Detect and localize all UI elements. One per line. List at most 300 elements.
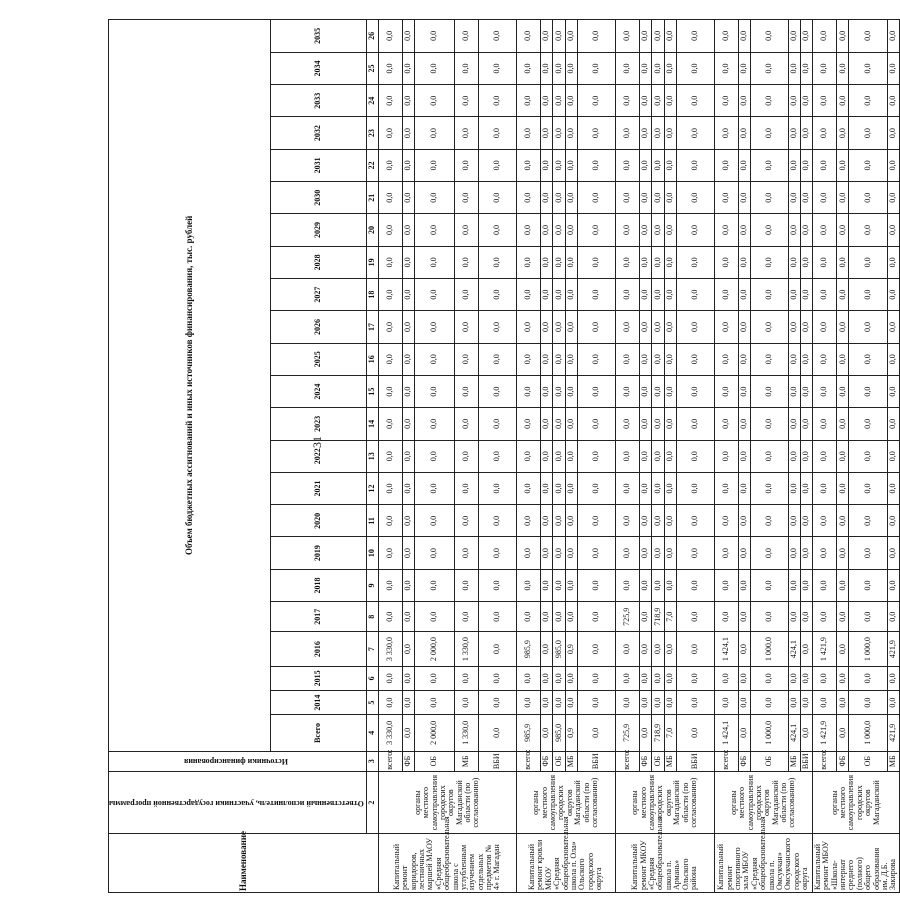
value-cell: 0,0 [837,537,849,569]
value-cell: 0,0 [552,85,565,117]
total-cell: 718,9 [651,715,664,751]
value-cell: 0,0 [478,20,516,53]
value-cell: 0,0 [478,505,516,537]
value-cell: 0,0 [664,472,676,504]
value-cell: 0,0 [615,375,639,407]
value-cell: 0,0 [714,52,738,84]
total-cell: 0,0 [577,715,615,751]
table-row [565,20,577,893]
table-body [378,20,899,893]
value-2014: 0,0 [800,691,812,715]
source-cell: всего: [714,751,738,771]
value-cell: 0,0 [664,408,676,440]
value-cell: 0,0 [837,569,849,601]
value-cell: 0,0 [516,375,540,407]
total-cell: 985,0 [552,715,565,751]
value-cell: 0,0 [577,20,615,53]
column-number: 17 [366,311,378,343]
budget-table [108,19,900,893]
value-cell: 0,0 [788,343,800,375]
value-cell: 0,0 [676,52,714,84]
value-2014: 0,0 [565,691,577,715]
value-cell: 0,0 [651,311,664,343]
value-2015: 0,0 [639,666,651,690]
value-cell: 0,0 [849,311,887,343]
value-cell: 0,0 [615,246,639,278]
value-cell: 0,0 [552,246,565,278]
table-row [454,20,478,893]
value-cell: 0,0 [849,20,887,53]
value-2014: 0,0 [812,691,836,715]
value-cell: 0,0 [478,214,516,246]
value-cell: 0,0 [516,505,540,537]
value-cell: 0,0 [478,311,516,343]
value-cell: 0,0 [577,85,615,117]
value-2015: 0,0 [414,666,454,690]
value-cell: 0,0 [750,505,788,537]
total-cell: 0,0 [837,715,849,751]
value-cell: 0,0 [552,149,565,181]
value-cell: 0,0 [664,52,676,84]
source-cell: МБ [454,751,478,771]
column-number: 26 [366,20,378,53]
value-cell: 0,0 [639,569,651,601]
value-cell: 0,0 [565,505,577,537]
value-2016: 3 330,0 [378,632,402,666]
column-number: 25 [366,52,378,84]
value-cell: 0,0 [516,20,540,53]
value-cell: 0,0 [478,149,516,181]
value-2014: 0,0 [414,691,454,715]
value-cell: 0,0 [714,117,738,149]
value-cell: 0,0 [800,505,812,537]
header-executor: Ответственный исполнитель, участники государственной программы [109,771,367,834]
header-year: 2035 [271,20,367,53]
value-cell: 0,0 [516,279,540,311]
value-cell: 0,0 [837,343,849,375]
value-cell: 0,0 [478,343,516,375]
column-number: 4 [366,715,378,751]
value-cell: 0,0 [664,375,676,407]
table-row [800,20,812,893]
value-cell: 0,0 [738,246,750,278]
table-row [849,20,887,893]
value-cell: 0,0 [565,246,577,278]
table-row [837,20,849,893]
value-cell: 0,0 [378,246,402,278]
value-cell: 0,0 [800,472,812,504]
value-2014: 0,0 [738,691,750,715]
value-cell: 0,0 [738,279,750,311]
value-2016: 985,9 [516,632,540,666]
table-row [750,20,788,893]
value-cell: 0,0 [750,569,788,601]
header-year: 2024 [271,375,367,407]
value-cell: 0,0 [414,85,454,117]
source-cell: МБ [565,751,577,771]
value-cell: 0,0 [750,440,788,472]
value-cell: 0,0 [478,375,516,407]
value-cell: 0,0 [615,117,639,149]
header-row [109,20,271,893]
value-cell: 0,0 [849,343,887,375]
header-year: 2029 [271,214,367,246]
table-row [714,20,738,893]
value-cell: 0,0 [812,472,836,504]
value-cell: 0,0 [676,214,714,246]
value-cell: 0,0 [849,375,887,407]
value-cell: 0,0 [516,569,540,601]
value-cell: 0,0 [676,408,714,440]
value-cell: 0,0 [454,440,478,472]
value-cell: 0,0 [402,246,414,278]
column-number: 21 [366,182,378,214]
header-year: 2026 [271,311,367,343]
header-year: 2034 [271,52,367,84]
value-cell: 0,0 [714,472,738,504]
column-number: 22 [366,149,378,181]
total-cell: 2 000,0 [414,715,454,751]
value-cell: 0,0 [812,440,836,472]
source-cell: ФБ [639,751,651,771]
table-row [577,20,615,893]
column-number: 10 [366,537,378,569]
value-2017: 0,0 [565,602,577,632]
value-cell: 0,0 [378,472,402,504]
value-cell: 0,0 [478,472,516,504]
value-2015: 0,0 [664,666,676,690]
object-name: Капитальный ремонт коридоров, лестничных маршей МАОУ «Средняя общеобразовательная школа с углубленным изучением отдельных предметов № 4» г. Магадан [378,834,516,893]
table-row [540,20,552,893]
value-cell: 0,0 [738,343,750,375]
value-cell: 0,0 [812,20,836,53]
value-cell: 0,0 [552,20,565,53]
source-cell: ОБ [414,751,454,771]
value-cell: 0,0 [414,472,454,504]
value-cell: 0,0 [414,343,454,375]
value-2016: 0,0 [664,632,676,666]
column-number: 13 [366,440,378,472]
value-2015: 0,0 [887,666,899,690]
value-cell: 0,0 [639,472,651,504]
value-2017: 0,0 [887,602,899,632]
table-row [887,20,899,893]
value-cell: 0,0 [750,52,788,84]
value-cell: 0,0 [849,246,887,278]
source-cell: всего: [516,751,540,771]
value-cell: 0,0 [577,279,615,311]
value-cell: 0,0 [738,85,750,117]
value-cell: 0,0 [812,117,836,149]
header-year: 2022 [271,440,367,472]
value-2017: 0,0 [812,602,836,632]
header-year: 2032 [271,117,367,149]
total-cell: 3 330,0 [378,715,402,751]
value-cell: 0,0 [552,472,565,504]
value-cell: 0,0 [577,246,615,278]
value-cell: 0,0 [454,214,478,246]
value-cell: 0,0 [639,537,651,569]
value-cell: 0,0 [639,182,651,214]
value-cell: 0,0 [664,569,676,601]
value-cell: 0,0 [738,20,750,53]
value-cell: 0,0 [664,85,676,117]
value-cell: 0,0 [738,375,750,407]
value-cell: 0,0 [552,440,565,472]
value-2014: 0,0 [540,691,552,715]
value-cell: 0,0 [800,214,812,246]
value-2014: 0,0 [788,691,800,715]
value-cell: 0,0 [788,505,800,537]
header-year: 2031 [271,149,367,181]
object-name: Капитальный ремонт МБОУ «Школа-интернат среднего (полного) общего образования им. Д.Б. Закирова [812,834,899,893]
value-cell: 0,0 [552,182,565,214]
value-cell: 0,0 [552,311,565,343]
value-cell: 0,0 [615,569,639,601]
header-funding: Объем бюджетных ассигнований и иных источников финансирования, тыс. рублей [109,20,271,752]
value-2014: 0,0 [402,691,414,715]
value-cell: 0,0 [540,279,552,311]
value-cell: 0,0 [552,117,565,149]
header-year: 2015 [271,666,367,690]
value-cell: 0,0 [849,472,887,504]
table-row [676,20,714,893]
value-2016: 424,1 [788,632,800,666]
value-cell: 0,0 [577,182,615,214]
value-cell: 0,0 [664,20,676,53]
value-cell: 0,0 [615,343,639,375]
column-number: 14 [366,408,378,440]
source-cell: МБ [664,751,676,771]
value-cell: 0,0 [800,569,812,601]
value-cell: 0,0 [812,246,836,278]
column-number: 9 [366,569,378,601]
value-cell: 0,0 [887,246,899,278]
value-cell: 0,0 [714,408,738,440]
value-cell: 0,0 [887,569,899,601]
value-cell: 0,0 [837,311,849,343]
value-cell: 0,0 [651,505,664,537]
value-cell: 0,0 [402,149,414,181]
value-cell: 0,0 [552,52,565,84]
value-cell: 0,0 [800,246,812,278]
value-2017: 718,9 [651,602,664,632]
value-cell: 0,0 [378,214,402,246]
value-cell: 0,0 [738,149,750,181]
value-cell: 0,0 [750,408,788,440]
value-cell: 0,0 [516,85,540,117]
value-2016: 0,9 [565,632,577,666]
value-cell: 0,0 [639,149,651,181]
value-cell: 0,0 [577,311,615,343]
value-cell: 0,0 [837,149,849,181]
value-cell: 0,0 [565,311,577,343]
value-cell: 0,0 [402,214,414,246]
value-cell: 0,0 [414,311,454,343]
value-cell: 0,0 [887,472,899,504]
column-number: 18 [366,279,378,311]
value-2017: 0,0 [738,602,750,632]
value-cell: 0,0 [414,440,454,472]
executor: органы местного самоуправления городских округов Магаданской области (по согласованию) [714,771,812,834]
total-cell: 1 330,0 [454,715,478,751]
value-cell: 0,0 [414,246,454,278]
value-cell: 0,0 [540,343,552,375]
value-2016: 0,0 [738,632,750,666]
value-2016: 0,0 [676,632,714,666]
value-cell: 0,0 [414,569,454,601]
value-cell: 0,0 [651,408,664,440]
value-2017: 0,0 [378,602,402,632]
value-cell: 0,0 [788,440,800,472]
header-year: 2023 [271,408,367,440]
value-cell: 0,0 [540,311,552,343]
value-2014: 0,0 [615,691,639,715]
value-cell: 0,0 [516,343,540,375]
value-cell: 0,0 [738,182,750,214]
total-cell: 0,0 [540,715,552,751]
value-cell: 0,0 [577,408,615,440]
value-2015: 0,0 [516,666,540,690]
value-cell: 0,0 [714,246,738,278]
value-cell: 0,0 [887,311,899,343]
value-cell: 0,0 [714,569,738,601]
header-year: 2027 [271,279,367,311]
value-cell: 0,0 [478,182,516,214]
value-cell: 0,0 [750,214,788,246]
value-cell: 0,0 [664,279,676,311]
value-cell: 0,0 [651,279,664,311]
source-cell: всего: [812,751,836,771]
value-cell: 0,0 [577,52,615,84]
value-cell: 0,0 [788,537,800,569]
value-2016: 1 421,9 [812,632,836,666]
value-cell: 0,0 [402,311,414,343]
value-cell: 0,0 [849,117,887,149]
total-cell: 1 424,1 [714,715,738,751]
value-cell: 0,0 [615,149,639,181]
value-cell: 0,0 [837,279,849,311]
value-cell: 0,0 [552,569,565,601]
column-number: 6 [366,666,378,690]
value-2017: 0,0 [552,602,565,632]
value-2017: 7,0 [664,602,676,632]
table-row [552,20,565,893]
source-cell: МБ [887,751,899,771]
value-cell: 0,0 [651,214,664,246]
value-cell: 0,0 [565,117,577,149]
value-2016: 0,0 [639,632,651,666]
column-number: 12 [366,472,378,504]
value-cell: 0,0 [887,505,899,537]
value-cell: 0,0 [615,279,639,311]
value-cell: 0,0 [540,214,552,246]
value-cell: 0,0 [615,311,639,343]
table-row [378,20,402,893]
value-cell: 0,0 [714,85,738,117]
value-cell: 0,0 [639,375,651,407]
value-cell: 0,0 [540,85,552,117]
value-cell: 0,0 [478,537,516,569]
source-cell: ОБ [750,751,788,771]
value-cell: 0,0 [664,182,676,214]
value-cell: 0,0 [540,408,552,440]
value-cell: 0,0 [812,537,836,569]
value-cell: 0,0 [750,20,788,53]
value-cell: 0,0 [402,117,414,149]
column-number: 11 [366,505,378,537]
value-2014: 0,0 [887,691,899,715]
value-cell: 0,0 [540,117,552,149]
value-cell: 0,0 [478,85,516,117]
value-2015: 0,0 [788,666,800,690]
value-cell: 0,0 [676,20,714,53]
value-cell: 0,0 [887,408,899,440]
value-cell: 0,0 [454,52,478,84]
value-cell: 0,0 [664,311,676,343]
value-cell: 0,0 [887,440,899,472]
value-cell: 0,0 [837,117,849,149]
value-cell: 0,0 [454,408,478,440]
table-row [402,20,414,893]
value-cell: 0,0 [615,472,639,504]
value-cell: 0,0 [615,214,639,246]
value-2017: 0,0 [402,602,414,632]
value-cell: 0,0 [516,311,540,343]
table-row [639,20,651,893]
value-cell: 0,0 [800,408,812,440]
value-cell: 0,0 [615,505,639,537]
column-number: 19 [366,246,378,278]
value-cell: 0,0 [887,375,899,407]
value-cell: 0,0 [800,149,812,181]
value-cell: 0,0 [676,85,714,117]
value-cell: 0,0 [714,214,738,246]
value-cell: 0,0 [540,375,552,407]
value-cell: 0,0 [639,311,651,343]
value-cell: 0,0 [402,52,414,84]
value-2017: 0,0 [750,602,788,632]
source-cell: ВБИ [800,751,812,771]
value-cell: 0,0 [414,214,454,246]
value-cell: 0,0 [414,182,454,214]
value-2016: 0,0 [651,632,664,666]
value-cell: 0,0 [639,505,651,537]
value-cell: 0,0 [651,246,664,278]
value-cell: 0,0 [615,408,639,440]
value-2015: 0,0 [750,666,788,690]
value-cell: 0,0 [738,569,750,601]
value-cell: 0,0 [837,505,849,537]
value-cell: 0,0 [454,246,478,278]
value-cell: 0,0 [887,20,899,53]
header-year: 2025 [271,343,367,375]
value-cell: 0,0 [540,149,552,181]
value-2014: 0,0 [750,691,788,715]
value-cell: 0,0 [800,311,812,343]
value-cell: 0,0 [812,279,836,311]
value-cell: 0,0 [615,52,639,84]
value-cell: 0,0 [664,117,676,149]
header-year: 2021 [271,472,367,504]
value-cell: 0,0 [414,20,454,53]
total-cell: 0,0 [800,715,812,751]
value-2014: 0,0 [516,691,540,715]
value-cell: 0,0 [454,20,478,53]
value-cell: 0,0 [402,440,414,472]
value-cell: 0,0 [714,311,738,343]
value-cell: 0,0 [516,182,540,214]
